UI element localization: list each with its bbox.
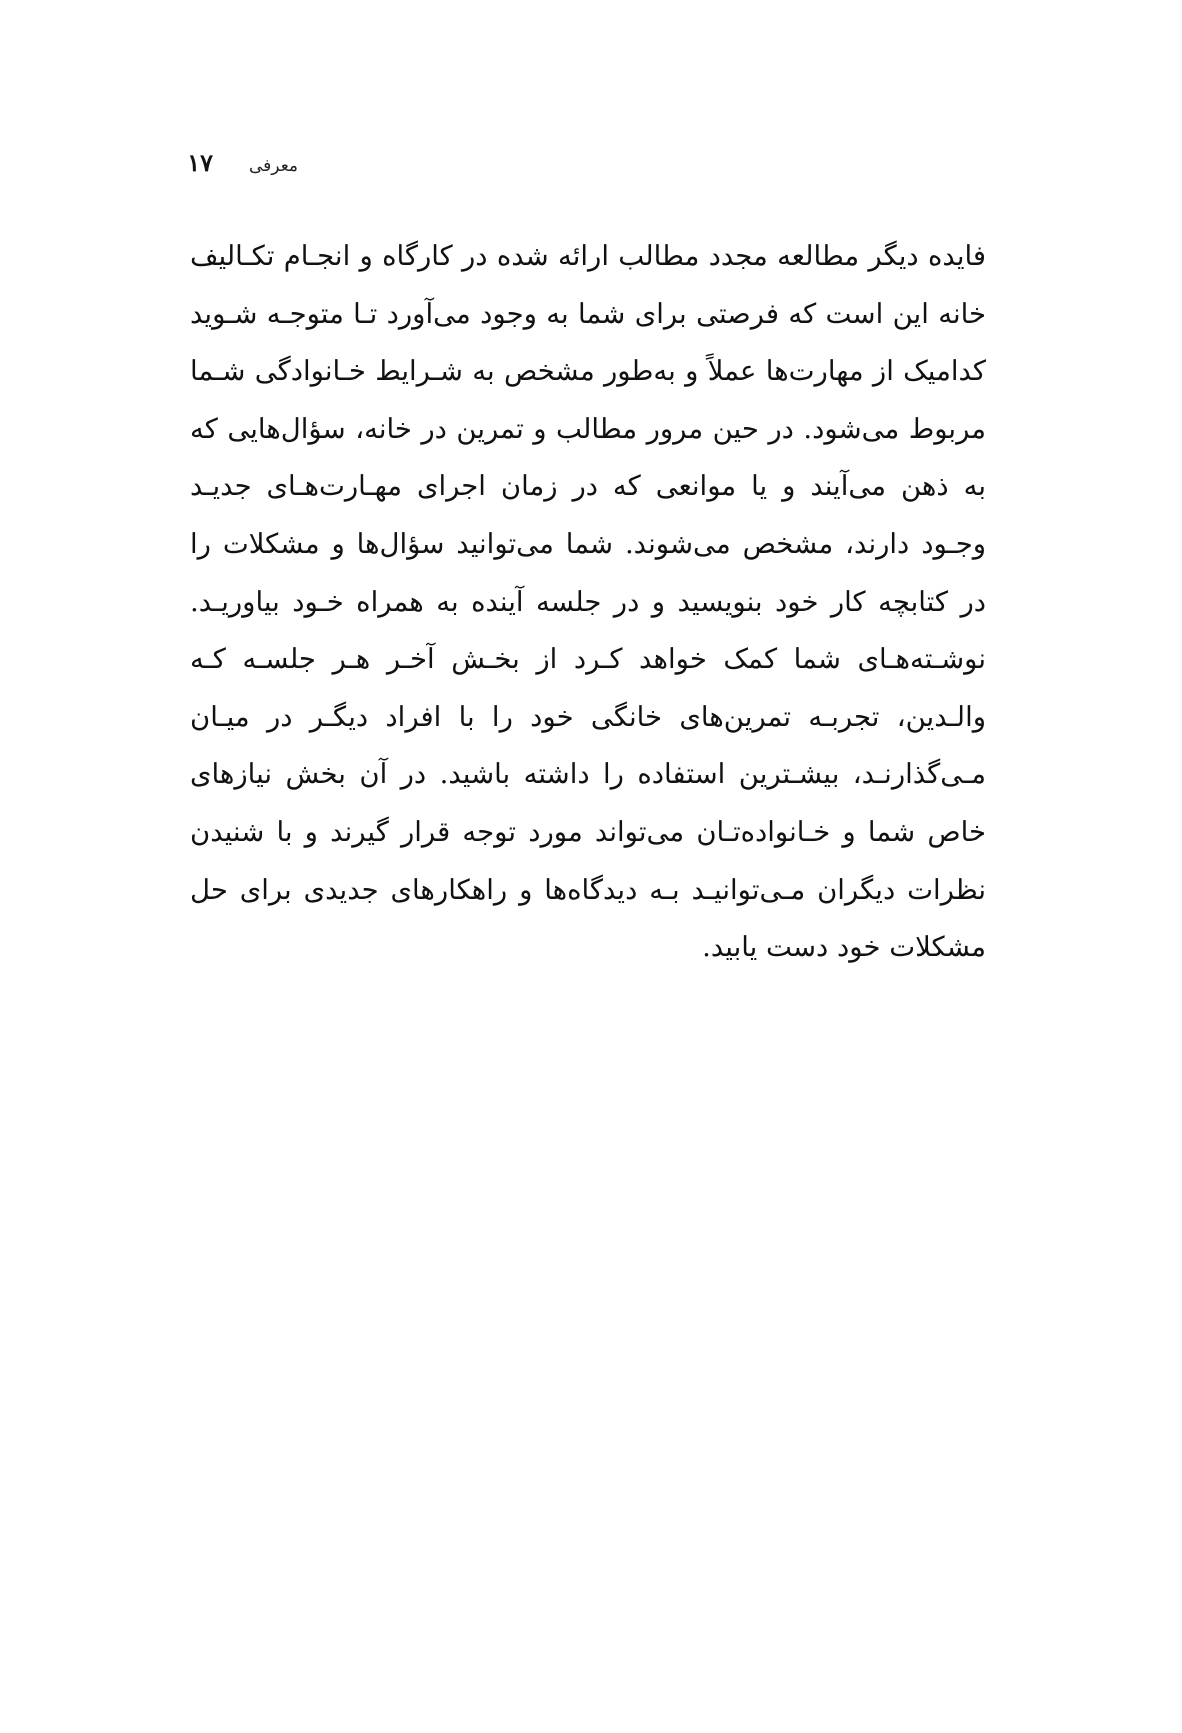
running-header xyxy=(188,148,298,188)
page-number: ۱۷ xyxy=(187,148,214,177)
body-paragraph: فایده دیگر مطالعه مجدد مطالب ارائه شده در کارگاه و انجـام تکـالیف خانه این است که فرصتی برای شما به وجود می‌آورد تـا متوجـه شـوید کدامیک از مهارت‌ها عملاً و به‌طور مشخص به شـرایط خـانوادگی شـما مربوط می‌شود. در حین مرور مطالب و تمرین در خانه، سؤال‌هایی که به ذهن می‌آیند و یا موانعی که در زمان اجرای مهـارت‌هـای جدیـد وجـود دارند، مشخص می‌شوند. شما می‌توانید سؤال‌ها و مشکلات را در کتابچه کار خود بنویسید و در جلسه آینده به همراه خـود بیاوریـد. نوشـته‌هـای شما کمک خواهد کـرد از بخـش آخـر هـر جلسـه کـه والـدین، تجربـه تمرین‌های خانگی خود را با افراد دیگـر در میـان مـی‌گذارنـد، بیشـترین استفاده را داشته باشید. در آن بخش نیازهای خاص شما و خـانواده‌تـان می‌تواند مورد توجه قرار گیرند و با شنیدن نظرات دیگران مـی‌توانیـد بـه دیدگاه‌ها و راهکارهای جدیدی برای حل مشکلات خود دست یابید. xyxy=(190,240,986,964)
section-title: معرفی xyxy=(249,156,298,176)
